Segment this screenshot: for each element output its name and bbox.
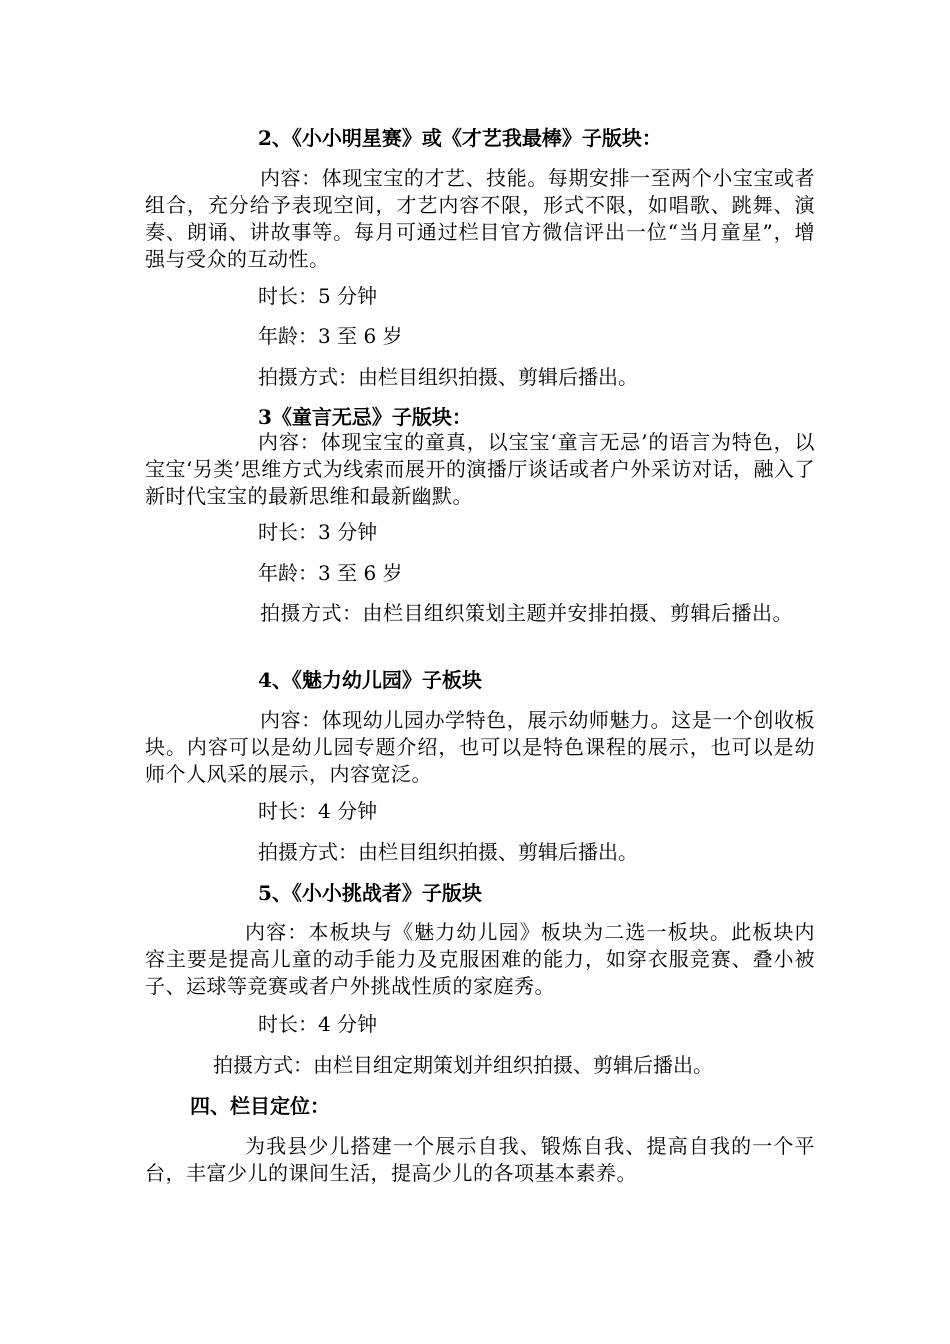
section-6-content: 为我县少儿搭建一个展示自我、锻炼自我、提高自我的一个平台，丰富少儿的课间生活，提高少儿的各项基本素养。: [145, 1134, 815, 1185]
section-3-heading: 3《童言无忌》子版块：: [258, 405, 472, 429]
section-3-duration: 时长：3 分钟: [258, 520, 378, 544]
section-4-content: 内容：体现幼儿园办学特色，展示幼师魅力。这是一个创收板块。内容可以是幼儿园专题介绍，也可以是特色课程的展示，也可以是幼师个人风采的展示，内容宽泛。: [145, 708, 815, 786]
section-3-content: 内容：体现宝宝的童真，以宝宝‘童言无忌’的语言为特色，以宝宝‘另类’思维方式为线索而展开的演播厅谈话或者户外采访对话，融入了新时代宝宝的最新思维和最新幽默。: [145, 430, 815, 508]
section-2-duration: 时长：5 分钟: [258, 284, 378, 308]
section-5-heading: 5、《小小挑战者》子版块: [258, 881, 482, 905]
section-6-heading: 四、栏目定位：: [190, 1094, 330, 1118]
section-4-duration: 时长：4 分钟: [258, 799, 378, 823]
section-3-age: 年龄：3 至 6 岁: [258, 561, 403, 585]
section-3-method: 拍摄方式：由栏目组织策划主题并安排拍摄、剪辑后播出。: [260, 601, 793, 625]
section-2-method: 拍摄方式：由栏目组织拍摄、剪辑后播出。: [258, 365, 638, 389]
section-5-content: 内容：本板块与《魅力幼儿园》板块为二选一板块。此板块内容主要是提高儿童的动手能力及克服困难的能力，如穿衣服竞赛、叠小被子、运球等竞赛或者户外挑战性质的家庭秀。: [145, 920, 815, 998]
section-5-method: 拍摄方式：由栏目组定期策划并组织拍摄、剪辑后播出。: [213, 1053, 713, 1077]
section-2-content: 内容：体现宝宝的才艺、技能。每期安排一至两个小宝宝或者组合，充分给予表现空间，才艺内容不限，形式不限，如唱歌、跳舞、演奏、朗诵、讲故事等。每月可通过栏目官方微信评出一位“当月童星”，增强与受众的互动性。: [145, 166, 815, 271]
section-2-heading: 2、《小小明星赛》或《才艺我最棒》子版块：: [258, 126, 662, 150]
section-4-method: 拍摄方式：由栏目组织拍摄、剪辑后播出。: [258, 840, 638, 864]
section-2-age: 年龄：3 至 6 岁: [258, 324, 403, 348]
section-5-duration: 时长：4 分钟: [258, 1012, 378, 1036]
section-4-heading: 4、《魅力幼儿园》子板块: [258, 668, 482, 692]
